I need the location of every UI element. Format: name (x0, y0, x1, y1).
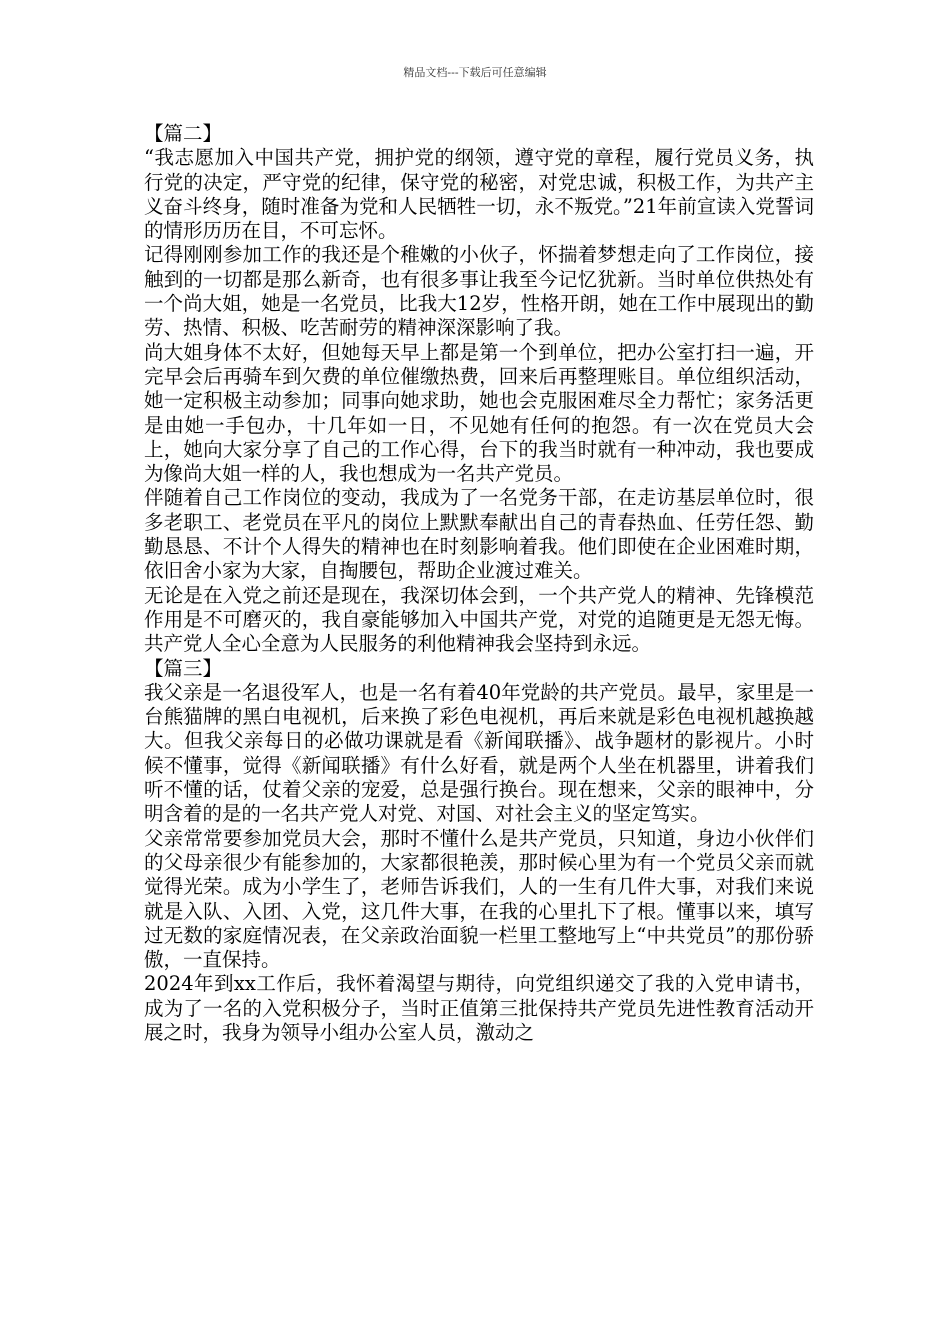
paragraph-conclusion: 无论是在入党之前还是现在，我深切体会到，一个共产党人的精神、先锋模范作用是不可磨灭的，我自豪能够加入中国共产党，对党的追随更是无怨无悔。共产党人全心全意为人民服务的利他精神我会坚持到永远。 (144, 583, 814, 656)
paragraph-sister-shang: 尚大姐身体不太好，但她每天早上都是第一个到单位，把办公室打扫一遍，开完早会后再骑车到欠费的单位催缴热费，回来后再整理账目。单位组织活动，她一定积极主动参加；同事向她求助，她也会克服困难尽全力帮忙；家务活更是由她一手包办，十几年如一日，不见她有任何的抱怨。有一次在党员大会上，她向大家分享了自己的工作心得，台下的我当时就有一种冲动，我也要成为像尚大姐一样的人，我也想成为一名共产党员。 (144, 340, 814, 486)
paragraph-early-work: 记得刚刚参加工作的我还是个稚嫩的小伙子，怀揣着梦想走向了工作岗位，接触到的一切都是那么新奇，也有很多事让我至今记忆犹新。当时单位供热处有一个尚大姐，她是一名党员，比我大12岁，性格开朗，她在工作中展现出的勤劳、热情、积极、吃苦耐劳的精神深深影响了我。 (144, 243, 814, 340)
section-heading-2: 【篇二】 (144, 122, 223, 145)
paragraph-party-cadre: 伴随着自己工作岗位的变动，我成为了一名党务干部，在走访基层单位时，很多老职工、老党员在平凡的岗位上默默奉献出自己的青春热血、任劳任怨、勤勤恳恳、不计个人得失的精神也在时刻影响着我。他们即使在企业困难时期，依旧舍小家为大家，自掏腰包，帮助企业渡过难关。 (144, 486, 814, 583)
paragraph-father-meetings: 父亲常常要参加党员大会，那时不懂什么是共产党员，只知道，身边小伙伴们的父母亲很少有能参加的，大家都很艳羡，那时候心里为有一个党员父亲而就觉得光荣。成为小学生了，老师告诉我们，人的一生有几件大事，对我们来说就是入队、入团、入党，这几件大事，在我的心里扎下了根。懂事以来，填写过无数的家庭情况表，在父亲政治面貌一栏里工整地写上“中共党员”的那份骄傲，一直保持。 (144, 826, 814, 972)
paragraph-application: 2024年到xx工作后，我怀着渴望与期待，向党组织递交了我的入党申请书，成为了一名的入党积极分子，当时正值第三批保持共产党员先进性教育活动开展之时，我身为领导小组办公室人员，激动之 (144, 972, 814, 1044)
section-heading-3: 【篇三】 (144, 656, 223, 680)
page-header: 精品文档---下载后可任意编辑 (403, 66, 547, 79)
document-body (144, 122, 814, 1045)
paragraph-father: 我父亲是一名退役军人，也是一名有着40年党龄的共产党员。最早，家里是一台熊猫牌的黑白电视机，后来换了彩色电视机，再后来就是彩色电视机越换越大。但我父亲每日的必做功课就是看《新闻联播》、战争题材的影视片。小时候不懂事，觉得《新闻联播》有什么好看，就是两个人坐在机器里，讲着我们听不懂的话，仗着父亲的宠爱，总是强行换台。现在想来，父亲的眼神中，分明含着的是的一名共产党人对党、对国、对社会主义的坚定笃实。 (144, 680, 814, 826)
paragraph-oath: “我志愿加入中国共产党，拥护党的纲领，遵守党的章程，履行党员义务，执行党的决定，严守党的纪律，保守党的秘密，对党忠诚，积极工作，为共产主义奋斗终身，随时准备为党和人民牺牲一切，永不叛党。”21年前宣读入党誓词的情形历历在目，不可忘怀。 (144, 146, 814, 243)
